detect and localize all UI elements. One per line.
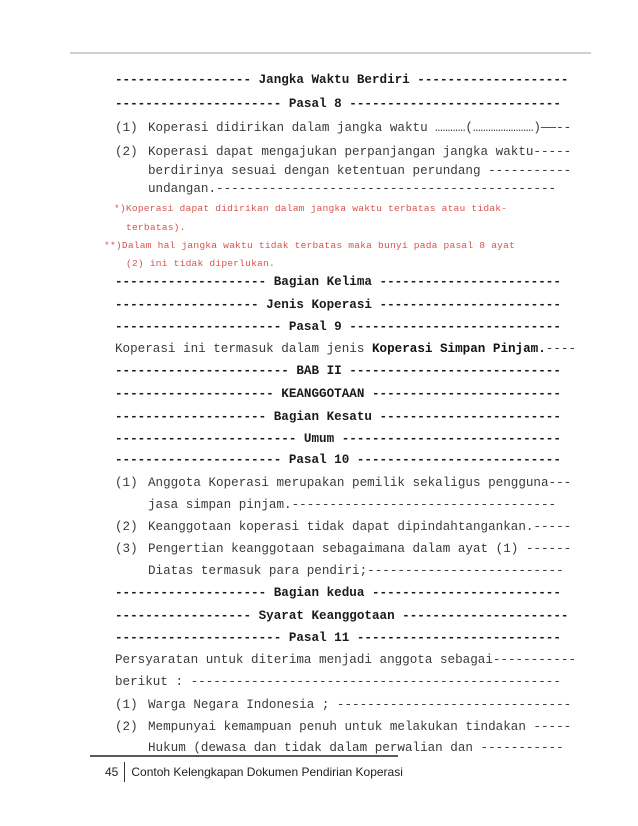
pasal10-ayat3-line1: Pengertian keanggotaan sebagaimana dalam ayat (1) ------ bbox=[148, 542, 572, 556]
heading-umum: ------------------------ Umum ----------------------------- bbox=[115, 432, 561, 446]
pasal11-ayat2-number: (2) bbox=[115, 720, 138, 734]
pasal8-ayat1-number: (1) bbox=[115, 121, 138, 135]
jenis-koperasi-value: Koperasi Simpan Pinjam. bbox=[371, 342, 546, 356]
footer-rule bbox=[90, 755, 398, 757]
heading-pasal-11: ---------------------- Pasal 11 --------------------------- bbox=[115, 631, 561, 645]
heading-bagian-kesatu: -------------------- Bagian Kesatu ------------------------ bbox=[115, 410, 561, 424]
footnote-1-line1: *)Koperasi dapat didirikan dalam jangka waktu terbatas atau tidak- bbox=[114, 203, 508, 214]
pasal8-ayat2-line2: berdirinya sesuai dengan ketentuan perundang ----------- bbox=[148, 164, 572, 178]
footer-separator bbox=[124, 762, 125, 782]
pasal10-ayat3-line2: Diatas termasuk para pendiri;-------------------------- bbox=[148, 564, 564, 578]
page-footer bbox=[105, 762, 403, 782]
pasal8-ayat2-number: (2) bbox=[115, 145, 138, 159]
pasal9-text: Koperasi ini termasuk dalam jenis Koperasi Simpan Pinjam.---- bbox=[115, 342, 577, 356]
page-number: 45 bbox=[105, 765, 119, 779]
pasal11-intro-line1: Persyaratan untuk diterima menjadi anggota sebagai----------- bbox=[115, 653, 577, 667]
pasal11-ayat1-text: Warga Negara Indonesia ; ------------------------------- bbox=[148, 698, 572, 712]
pasal8-ayat1-text: Koperasi didirikan dalam jangka waktu …………(……………………)——-- bbox=[148, 121, 572, 135]
pasal8-ayat2-line3: undangan.--------------------------------------------- bbox=[148, 182, 557, 196]
heading-keanggotaan: --------------------- KEANGGOTAAN ------------------------- bbox=[115, 387, 561, 401]
pasal10-ayat2-text: Keanggotaan koperasi tidak dapat dipindahtangankan.----- bbox=[148, 520, 572, 534]
heading-pasal-8: ---------------------- Pasal 8 ---------------------------- bbox=[115, 97, 561, 111]
heading-bab-2: ----------------------- BAB II ---------------------------- bbox=[115, 364, 561, 378]
pasal10-ayat2-number: (2) bbox=[115, 520, 138, 534]
footnote-2-line2: (2) ini tidak diperlukan. bbox=[126, 258, 275, 269]
pasal10-ayat3-number: (3) bbox=[115, 542, 138, 556]
pasal11-ayat1-number: (1) bbox=[115, 698, 138, 712]
heading-pasal-9: ---------------------- Pasal 9 ---------------------------- bbox=[115, 320, 561, 334]
pasal10-ayat1-line2: jasa simpan pinjam.----------------------------------- bbox=[148, 498, 557, 512]
heading-bagian-kelima: -------------------- Bagian Kelima ------------------------ bbox=[115, 275, 561, 289]
heading-bagian-kedua: -------------------- Bagian kedua ------------------------- bbox=[115, 586, 561, 600]
pasal11-ayat2-line1: Mempunyai kemampuan penuh untuk melakukan tindakan ----- bbox=[148, 720, 572, 734]
footer-title: Contoh Kelengkapan Dokumen Pendirian Koperasi bbox=[131, 765, 403, 779]
top-rule bbox=[70, 52, 591, 54]
pasal10-ayat1-number: (1) bbox=[115, 476, 138, 490]
heading-pasal-10: ---------------------- Pasal 10 --------------------------- bbox=[115, 453, 561, 467]
heading-jenis-koperasi: ------------------- Jenis Koperasi ------------------------ bbox=[115, 298, 561, 312]
heading-jangka-waktu: ------------------ Jangka Waktu Berdiri -------------------- bbox=[115, 73, 569, 87]
footnote-1-line2: terbatas). bbox=[126, 222, 186, 233]
pasal8-ayat2-line1: Koperasi dapat mengajukan perpanjangan jangka waktu----- bbox=[148, 145, 572, 159]
pasal11-ayat2-line2: Hukum (dewasa dan tidak dalam perwalian dan ----------- bbox=[148, 741, 564, 755]
heading-syarat-keanggotaan: ------------------ Syarat Keanggotaan ---------------------- bbox=[115, 609, 569, 623]
footnote-2-line1: **)Dalam hal jangka waktu tidak terbatas maka bunyi pada pasal 8 ayat bbox=[104, 240, 516, 251]
pasal11-intro-line2: berikut : ------------------------------------------------- bbox=[115, 675, 561, 689]
pasal10-ayat1-line1: Anggota Koperasi merupakan pemilik sekaligus pengguna--- bbox=[148, 476, 572, 490]
